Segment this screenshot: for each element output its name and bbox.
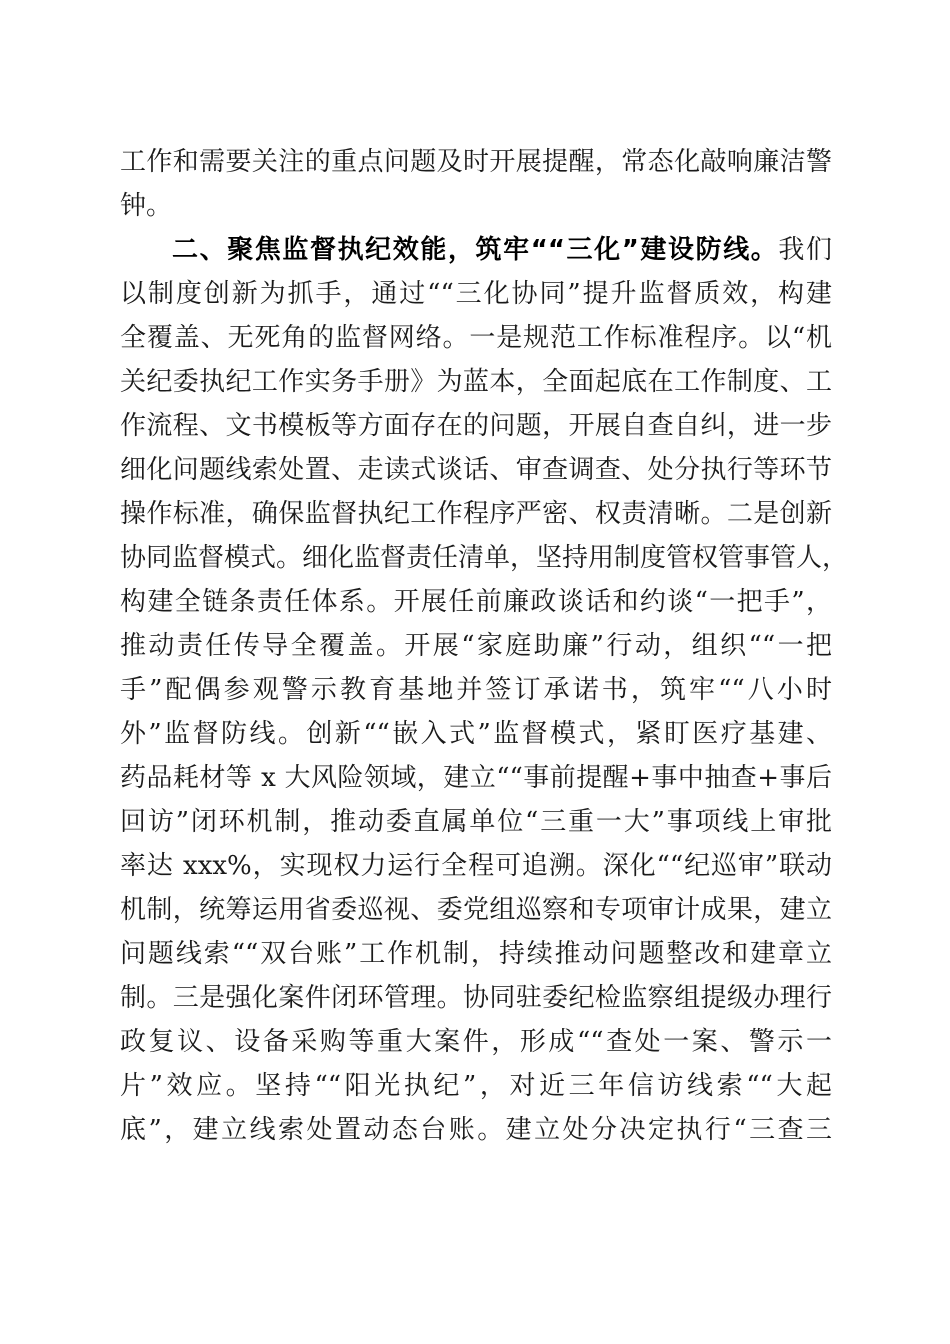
text-line: 协同监督模式。细化监督责任清单，坚持用制度管权管事管人， <box>120 543 849 573</box>
text-line: 手”配偶参观警示教育基地并签订承诺书，筑牢““八小时 <box>120 675 832 705</box>
text-line: 片”效应。坚持““阳光执纪”，对近三年信访线索““大起 <box>120 1071 832 1101</box>
text-line: 制。三是强化案件闭环管理。协同驻委纪检监察组提级办理行 <box>120 983 832 1013</box>
text-line: 操作标准，确保监督执纪工作程序严密、权责清晰。二是创新 <box>120 499 832 529</box>
text-line: 药品耗材等 x 大风险领域，建立““事前提醒+事中抽查+事后 <box>120 763 832 793</box>
section-heading-line <box>172 230 832 270</box>
text-line: 问题线索““双台账”工作机制，持续推动问题整改和建章立 <box>120 939 832 969</box>
text-line: 细化问题线索处置、走读式谈话、审查调查、处分执行等环节 <box>120 455 832 485</box>
section-heading: 二、聚焦监督执纪效能，筑牢““三化”建设防线。 <box>172 235 779 265</box>
text-line: 工作和需要关注的重点问题及时开展提醒，常态化敲响廉洁警 <box>120 147 832 177</box>
text-line: 机制，统筹运用省委巡视、委党组巡察和专项审计成果，建立 <box>120 895 832 925</box>
text-line: 回访”闭环机制，推动委直属单位“三重一大”事项线上审批 <box>120 807 832 837</box>
text-line: 关纪委执纪工作实务手册》为蓝本，全面起底在工作制度、工 <box>120 367 832 397</box>
text-line: 钟。 <box>120 191 173 221</box>
text-line: 全覆盖、无死角的监督网络。一是规范工作标准程序。以“机 <box>120 323 832 353</box>
text-line: 政复议、设备采购等重大案件，形成““查处一案、警示一 <box>120 1027 832 1057</box>
text-line: 推动责任传导全覆盖。开展“家庭助廉”行动，组织““一把 <box>120 631 832 661</box>
section-heading-tail: 我们 <box>778 235 832 265</box>
text-line: 以制度创新为抓手，通过““三化协同”提升监督质效，构建 <box>120 279 832 309</box>
text-line: 构建全链条责任体系。开展任前廉政谈话和约谈“一把手”， <box>120 587 832 617</box>
text-line: 率达 xxx%，实现权力运行全程可追溯。深化““纪巡审”联动 <box>120 851 832 881</box>
text-line: 作流程、文书模板等方面存在的问题，开展自查自纠，进一步 <box>120 411 832 441</box>
text-line: 外”监督防线。创新““嵌入式”监督模式，紧盯医疗基建、 <box>120 719 832 749</box>
text-line: 底”，建立线索处置动态台账。建立处分决定执行“三查三 <box>120 1115 832 1145</box>
